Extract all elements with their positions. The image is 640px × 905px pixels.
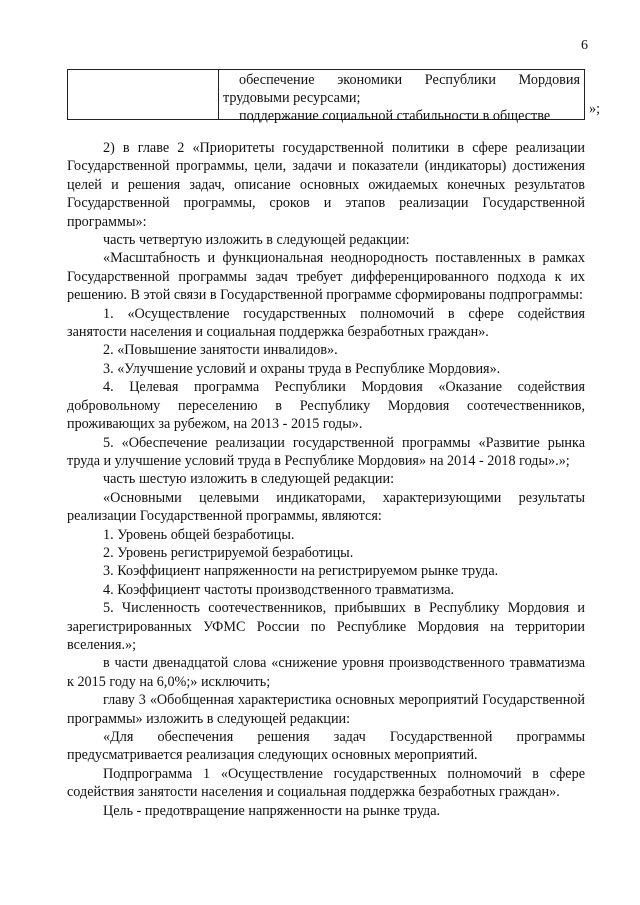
paragraph-9: часть шестую изложить в следующей редакции: (103, 471, 395, 488)
paragraph-15: 5. Численность соотечественников, прибывших в Республику Мордовия и зарегистрированных УФМС России по Республике Мордовия на территории вселения.»; (67, 600, 585, 653)
paragraph-19: Подпрограмма 1 «Осуществление государственных полномочий в сфере содействия занятости населения и социальная поддержка безработных граждан». (67, 765, 585, 801)
paragraph-5: 2. «Повышение занятости инвалидов». (103, 342, 338, 359)
paragraph-18: «Для обеспечения решения задач Государственной программы предусматривается реализация следующих основных мероприятий. (67, 729, 585, 764)
paragraph-8: 5. «Обеспечение реализации государственной программы «Развитие рынка труда и улучшение условий труда в Республике Мордовия» на 2014 - 2018 годы».»; (67, 434, 585, 469)
paragraph-17: главу 3 «Обобщенная характеристика основных мероприятий Государственной программы» изложить в следующей редакции: (67, 692, 585, 727)
paragraph-6: 3. «Улучшение условий и охраны труда в Республике Мордовия». (103, 360, 501, 377)
paragraph-3: «Масштабность и функциональная неоднородность поставленных в рамках Государственной программы задач требует дифференцированного подхода к их решению. В этой связи в Государственной программе сформированы подпрограммы: (67, 250, 585, 304)
paragraph-2: часть четвертую изложить в следующей редакции: (103, 232, 410, 249)
paragraph-7: 4. Целевая программа Республики Мордовия «Оказание содействия добровольному переселению в Республику Мордовия соотечественников, проживающих за рубежом, на 2013 - 2015 годы». (67, 379, 585, 433)
table-line-3: поддержание социальной стабильности в обществе (239, 108, 551, 124)
paragraph-16: в части двенадцатой слова «снижение уровня производственного травматизма к 2015 году на 6,0%;» исключить; (67, 655, 585, 690)
table-closing-quote: »; (589, 101, 601, 117)
paragraph-10: «Основными целевыми индикаторами, характеризующими результаты реализации Государственной программы, являются: (67, 489, 585, 525)
page-number: 6 (581, 38, 588, 53)
paragraph-11: 1. Уровень общей безработицы. (103, 526, 295, 543)
paragraph-20: Цель - предотвращение напряженности на рынке труда. (103, 802, 441, 819)
paragraph-12: 2. Уровень регистрируемой безработицы. (103, 544, 354, 561)
paragraph-13: 3. Коэффициент напряженности на регистрируемом рынке труда. (103, 563, 499, 580)
table-line-1: обеспечение экономики Республики Мордовия (239, 72, 580, 88)
table-fragment (67, 69, 585, 124)
table-line-2: трудовыми ресурсами; (223, 90, 361, 106)
paragraph-14: 4. Коэффициент частоты производственного травматизма. (103, 581, 455, 598)
table-cell (223, 71, 580, 125)
table-column-divider (218, 70, 219, 119)
document-body (67, 139, 585, 820)
paragraph-4: 1. «Осуществление государственных полномочий в сфере содействия занятости населения и социальная поддержка безработных граждан». (67, 305, 585, 341)
paragraph-1: 2) в главе 2 «Приоритеты государственной политики в сфере реализации Государственной программы, цели, задачи и показатели (индикаторы) достижения целей и решения задач, описание основных ожидаемых конечных результатов Государственной программы, сроков и этапов реализации Государственной программы»: (67, 140, 585, 230)
